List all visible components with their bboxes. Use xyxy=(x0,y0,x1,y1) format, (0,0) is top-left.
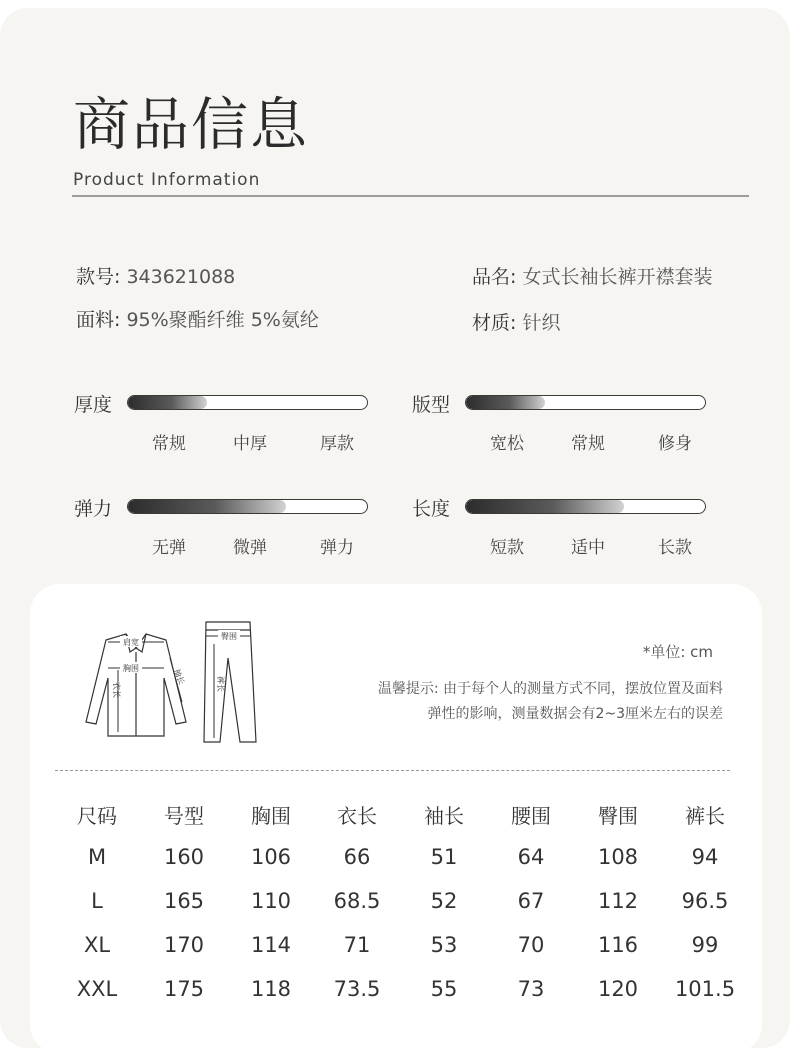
material-value: 针织 xyxy=(522,312,561,334)
page-title: 商品信息 xyxy=(73,92,309,158)
scale-thickness-bar xyxy=(127,395,368,410)
table-cell: 118 xyxy=(250,977,292,1001)
table-cell: 112 xyxy=(597,889,639,913)
table-cell: L xyxy=(91,889,103,913)
scale-length-fill xyxy=(466,500,624,513)
table-cell: 110 xyxy=(250,889,292,913)
tip-line-1: 温馨提示: 由于每个人的测量方式不同，摆放位置及面料 xyxy=(377,681,723,697)
table-cell: XXL xyxy=(76,977,118,1001)
pants-length-label: 裤长 xyxy=(216,676,225,692)
table-cell: 71 xyxy=(343,933,371,957)
scale-fit-option-2: 常规 xyxy=(571,434,605,454)
table-cell: 108 xyxy=(597,845,639,869)
table-cell: 53 xyxy=(430,933,458,957)
scale-elasticity-option-2: 微弹 xyxy=(233,538,267,558)
table-cell: 175 xyxy=(163,977,205,1001)
scale-length-option-1: 短款 xyxy=(490,538,524,558)
table-cell: 160 xyxy=(163,845,205,869)
hip-label: 臀围 xyxy=(221,632,237,641)
sleeve-label: 袖长 xyxy=(172,667,187,686)
scale-thickness-fill xyxy=(128,396,207,409)
table-cell: 51 xyxy=(430,845,458,869)
fabric-label: 面料: xyxy=(76,309,121,331)
table-cell: 120 xyxy=(597,977,639,1001)
table-cell: 67 xyxy=(517,889,545,913)
scale-thickness-option-2: 中厚 xyxy=(233,434,267,454)
material-label: 材质: xyxy=(472,312,517,334)
tip-line-2: 弹性的影响，测量数据会有2~3厘米左右的误差 xyxy=(427,706,723,722)
table-cell: XL xyxy=(83,933,111,957)
scale-length-option-3: 长款 xyxy=(658,538,692,558)
style-number-label: 款号: xyxy=(76,266,121,288)
scale-length-bar xyxy=(465,499,706,514)
scale-elasticity-label: 弹力 xyxy=(74,498,113,520)
table-cell: 73 xyxy=(517,977,545,1001)
table-header: 裤长 xyxy=(685,804,725,828)
header-divider xyxy=(72,195,749,197)
product-name xyxy=(472,262,712,289)
style-number-value: 343621088 xyxy=(126,266,236,288)
scale-elasticity-option-1: 无弹 xyxy=(152,538,186,558)
table-cell: 66 xyxy=(343,845,371,869)
fabric xyxy=(76,305,319,332)
scale-thickness-option-3: 厚款 xyxy=(320,434,354,454)
table-cell: M xyxy=(87,845,107,869)
table-cell: 94 xyxy=(691,845,719,869)
product-name-label: 品名: xyxy=(472,266,517,288)
page-subtitle: Product Information xyxy=(73,170,261,190)
fabric-value: 95%聚酯纤维 5%氨纶 xyxy=(126,309,319,331)
scale-fit-fill xyxy=(466,396,545,409)
table-cell: 99 xyxy=(691,933,719,957)
scale-fit-option-1: 宽松 xyxy=(490,434,524,454)
table-cell: 116 xyxy=(597,933,639,957)
scale-elasticity-fill xyxy=(128,500,286,513)
table-header: 尺码 xyxy=(77,804,117,828)
shirt-diagram-icon xyxy=(86,634,186,736)
dashed-divider xyxy=(55,770,730,771)
scale-thickness-option-1: 常规 xyxy=(152,434,186,454)
table-cell: 70 xyxy=(517,933,545,957)
table-cell: 55 xyxy=(430,977,458,1001)
table-header: 衣长 xyxy=(337,804,377,828)
unit-note: *单位: cm xyxy=(642,643,713,661)
table-cell: 73.5 xyxy=(333,977,381,1001)
measurement-diagram xyxy=(78,618,273,750)
table-cell: 52 xyxy=(430,889,458,913)
table-cell: 68.5 xyxy=(333,889,381,913)
table-cell: 96.5 xyxy=(681,889,729,913)
scale-fit-bar xyxy=(465,395,706,410)
scale-fit-label: 版型 xyxy=(412,394,451,416)
scale-elasticity-option-3: 弹力 xyxy=(320,538,354,558)
style-number xyxy=(76,262,235,289)
scale-length-option-2: 适中 xyxy=(571,538,605,558)
top-length-label: 衣长 xyxy=(112,682,121,698)
scale-length-label: 长度 xyxy=(412,498,451,520)
scale-fit-option-3: 修身 xyxy=(658,434,692,454)
table-header: 腰围 xyxy=(511,804,551,828)
table-header: 臀围 xyxy=(598,804,638,828)
shoulder-label: 肩宽 xyxy=(123,638,139,647)
table-cell: 64 xyxy=(517,845,545,869)
table-cell: 165 xyxy=(163,889,205,913)
table-cell: 170 xyxy=(163,933,205,957)
product-name-value: 女式长袖长裤开襟套装 xyxy=(522,266,713,288)
table-header: 袖长 xyxy=(424,804,464,828)
scale-thickness-label: 厚度 xyxy=(74,394,113,416)
table-header: 胸围 xyxy=(251,804,291,828)
scale-elasticity-bar xyxy=(127,499,368,514)
chest-label: 胸围 xyxy=(123,664,139,673)
table-cell: 101.5 xyxy=(674,977,736,1001)
material xyxy=(472,308,560,335)
table-cell: 114 xyxy=(250,933,292,957)
table-header: 号型 xyxy=(164,804,204,828)
table-cell: 106 xyxy=(250,845,292,869)
